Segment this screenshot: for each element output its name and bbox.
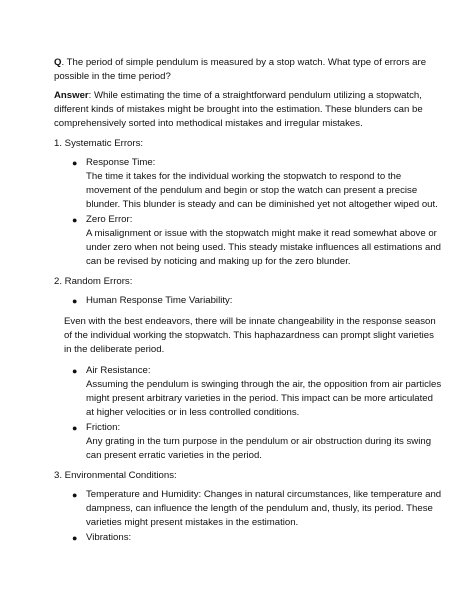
bullet-icon: ● (72, 215, 78, 225)
item-text-line: A misalignment or issue with the stopwatch might make it read somewhat above or (86, 228, 437, 239)
item-text-line: The time it takes for the individual working the stopwatch to respond to the (86, 171, 402, 182)
item-text-line: of the individual working the stopwatch. This haphazardness can prompt slight varieties (64, 330, 434, 341)
section-heading-random: 2. Random Errors: (54, 276, 133, 287)
item-title-vibrations: Vibrations: (86, 532, 132, 543)
answer-label: Answer (54, 90, 89, 101)
item-title-friction: Friction: (86, 422, 121, 433)
section-heading-systematic: 1. Systematic Errors: (54, 138, 144, 149)
bullet-icon: ● (72, 533, 78, 543)
item-text-line: dampness, can influence the length of the pendulum and, thusly, its period. These (86, 503, 433, 514)
item-text-line: Any grating in the turn purpose in the pendulum or air obstruction during its swing (86, 436, 432, 447)
bullet-icon: ● (72, 158, 78, 168)
bullet-icon: ● (72, 296, 78, 306)
item-text-line: blunder. This blunder is steady and can be diminished yet not altogether wiped out. (86, 199, 438, 210)
bullet-icon: ● (72, 423, 78, 433)
section-heading-environmental: 3. Environmental Conditions: (54, 470, 177, 481)
item-text-line: can present erratic varieties in the period. (86, 450, 262, 461)
item-text-line: Assuming the pendulum is swinging through the air, the opposition from air particles (86, 379, 442, 390)
item-text-line: might present arbitrary varieties in the period. This impact can be more articulated (86, 393, 433, 404)
item-text-temperature: Temperature and Humidity: Changes in natural circumstances, like temperature and (86, 489, 442, 500)
bullet-icon: ● (72, 366, 78, 376)
item-title-zero-error: Zero Error: (86, 214, 133, 225)
question-label: Q (54, 57, 62, 68)
item-text-line: movement of the pendulum and begin or stop the watch can present a precise (86, 185, 418, 196)
item-text-line: in the deliberate period. (64, 344, 165, 355)
answer-line-2: different kinds of mistakes might be brought into the estimation. These blunders can be (54, 104, 423, 115)
question-text: . The period of simple pendulum is measured by a stop watch. What type of errors are (61, 57, 427, 68)
item-text-line: at higher velocities or in less controlled conditions. (86, 407, 300, 418)
item-title-air-resistance: Air Resistance: (86, 365, 151, 376)
item-text-line: under zero when not being used. This steady mistake influences all estimations and (86, 242, 441, 253)
answer-line-1 (54, 89, 422, 104)
item-text-line: Even with the best endeavors, there will be innate changeability in the response season (64, 316, 436, 327)
item-title-human-response: Human Response Time Variability: (86, 295, 233, 306)
item-text-line: varieties might present mistakes in the estimation. (86, 517, 299, 528)
question-line-1 (54, 56, 426, 71)
question-line-2: possible in the time period? (54, 71, 171, 82)
answer-line-3: comprehensively sorted into methodical mistakes and irregular mistakes. (54, 118, 363, 129)
item-text-line: can be revised by noticing and making up for the zero blunder. (86, 256, 351, 267)
answer-text: : While estimating the time of a straightforward pendulum utilizing a stopwatch, (88, 90, 422, 101)
bullet-icon: ● (72, 490, 78, 500)
item-title-response-time: Response Time: (86, 157, 156, 168)
